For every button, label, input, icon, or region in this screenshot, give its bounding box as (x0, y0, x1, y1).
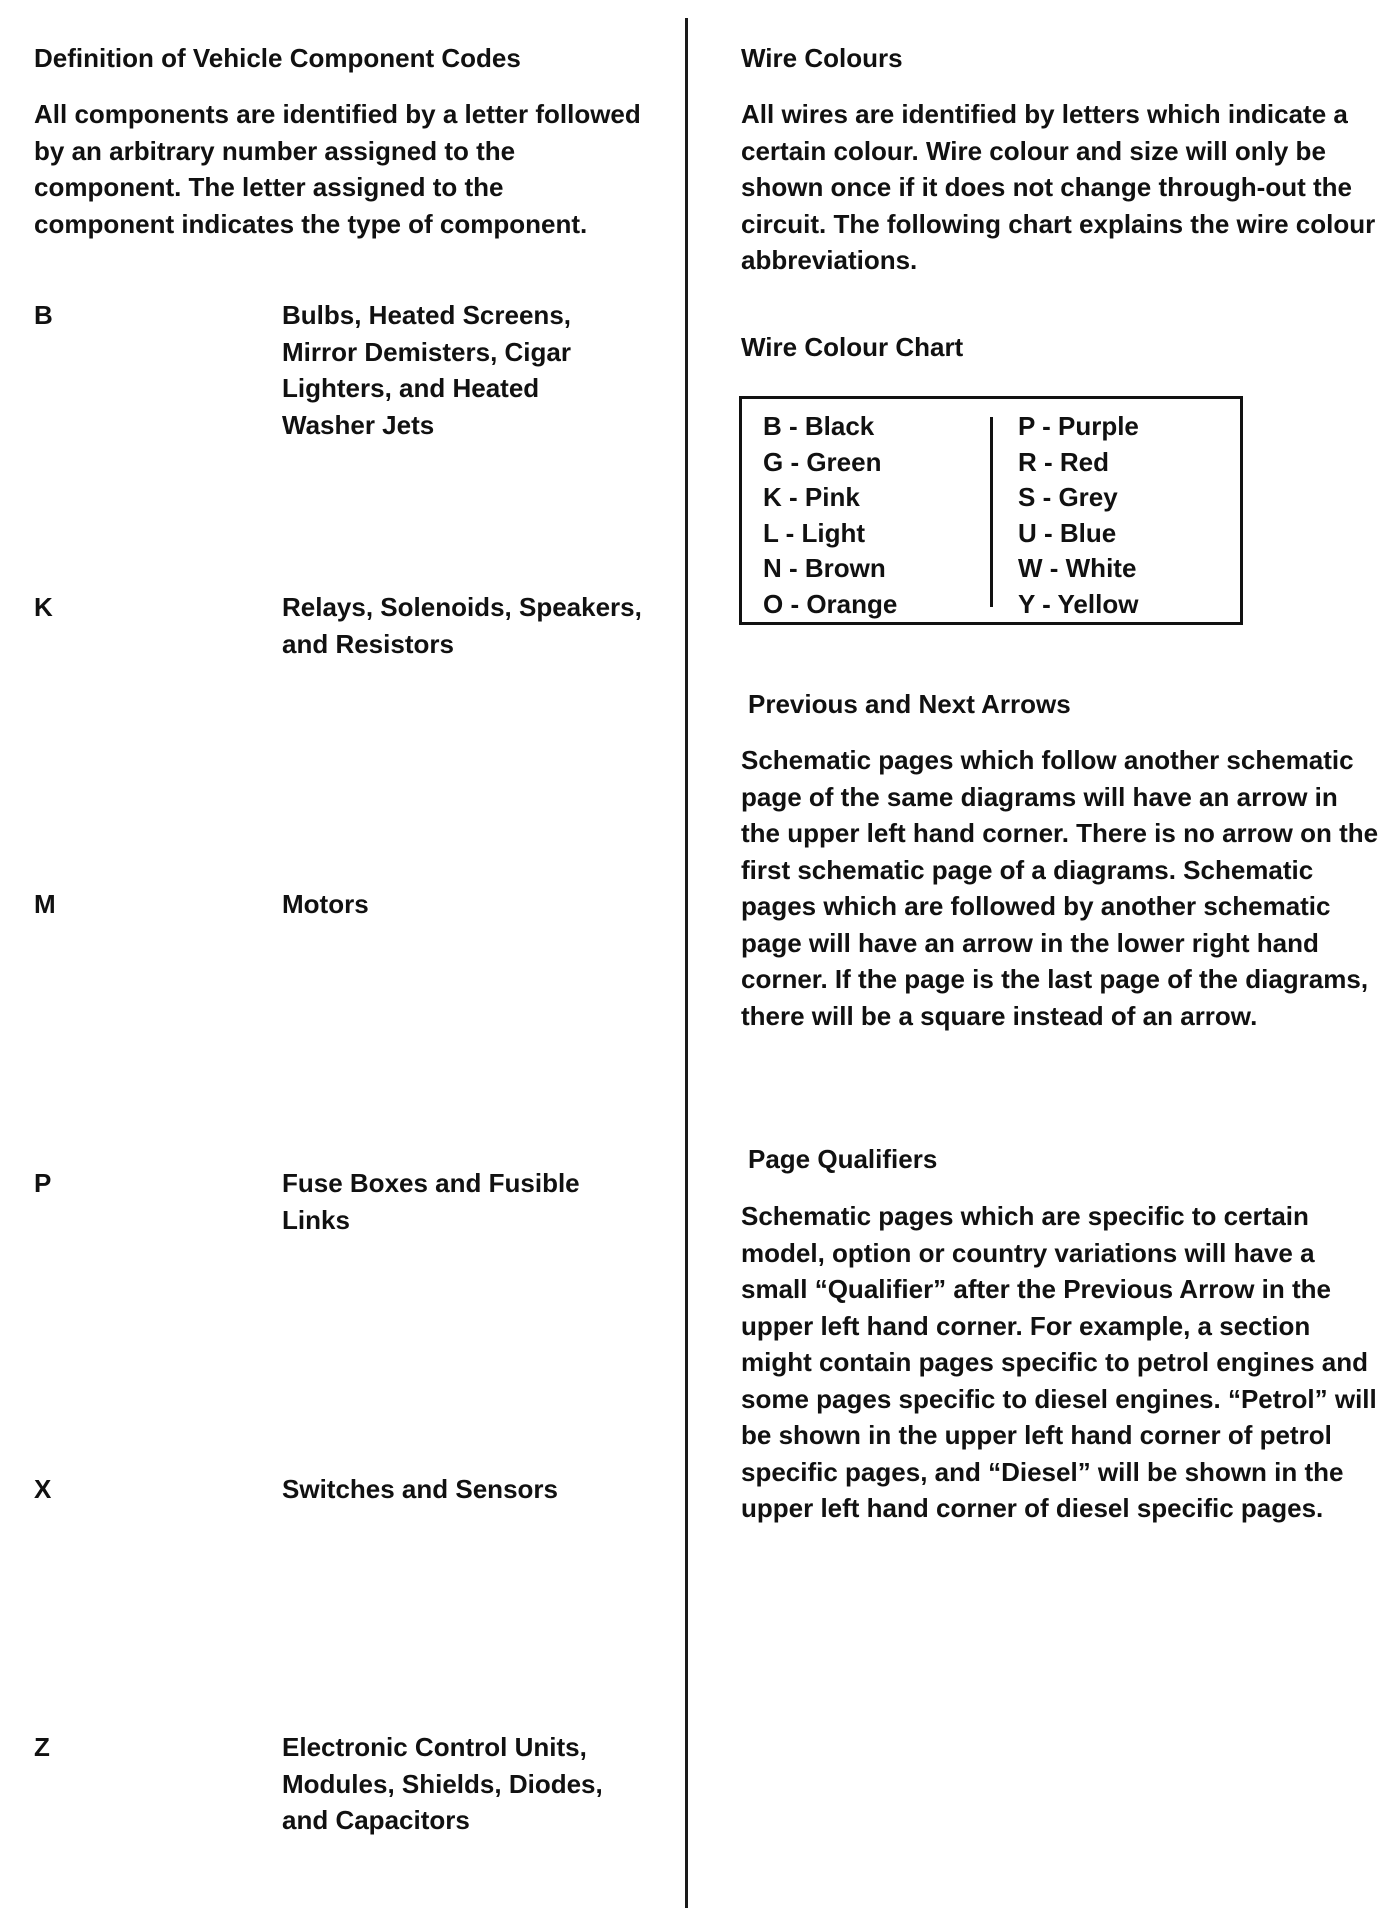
chart-entry: R - Red (1018, 446, 1109, 477)
code-letter: K (34, 592, 53, 622)
code-description: Bulbs, Heated Screens, Mirror Demisters, Cigar Lighters, and Heated Washer Jets (282, 300, 571, 440)
chart-entry: S - Grey (1018, 482, 1118, 512)
chart-column-left (763, 409, 897, 622)
chart-entry: Y - Yellow (1018, 588, 1139, 619)
chart-entry: U - Blue (1018, 517, 1117, 548)
code-letter: Z (34, 1732, 50, 1762)
chart-column-right (1018, 409, 1139, 622)
code-description: Electronic Control Units, Modules, Shields, Diodes, and Capacitors (282, 1732, 603, 1835)
wire-colours-text: All wires are identified by letters which indicate a certain colour. Wire colour and size will only be shown once if it does not change through-out the circuit. The following chart explains the wire colour abbreviations. (741, 99, 1376, 275)
code-letter: B (34, 300, 53, 330)
chart-entry: L - Light (763, 517, 866, 548)
code-description: Relays, Solenoids, Speakers, and Resistors (282, 592, 642, 659)
chart-entry: N - Brown (763, 553, 886, 583)
code-letter: X (34, 1474, 52, 1504)
wire-colours-title: Wire Colours (741, 43, 903, 73)
chart-entry: K - Pink (763, 482, 860, 512)
chart-entry: B - Black (763, 411, 875, 441)
qualifiers-title: Page Qualifiers (748, 1144, 938, 1174)
arrows-text: Schematic pages which follow another schematic page of the same diagrams will have an arrow in the upper left hand corner. There is no arrow on the first schematic page of a diagrams. Schematic pages which are followed by another schematic page will have an arrow in the lower right hand corner. If the page is the last page of the diagrams, there will be a square instead of an arrow. (741, 745, 1379, 1031)
qualifiers-text: Schematic pages which are specific to certain model, option or country variations will have a small “Qualifier” after the Previous Arrow in the upper left hand corner. For example, a section might contain pages specific to petrol engines and some pages specific to diesel engines. “Petrol” will be shown in the upper left hand corner of petrol specific pages, and “Diesel” will be shown in the upper left hand corner of diesel specific pages. (741, 1201, 1377, 1523)
chart-entry: P - Purple (1018, 411, 1139, 441)
code-description: Fuse Boxes and Fusible Links (282, 1168, 580, 1235)
chart-entry: W - White (1018, 553, 1137, 583)
code-letter: P (34, 1168, 52, 1198)
chart-entry: G - Green (763, 446, 882, 477)
column-divider (685, 18, 688, 1908)
code-description: Switches and Sensors (282, 1474, 558, 1504)
code-description: Motors (282, 889, 369, 919)
arrows-title: Previous and Next Arrows (748, 689, 1071, 719)
wire-colour-chart (739, 396, 1243, 625)
component-codes-title: Definition of Vehicle Component Codes (34, 43, 521, 73)
code-letter: M (34, 889, 56, 919)
wire-colour-chart-title: Wire Colour Chart (741, 332, 964, 362)
chart-column-separator (990, 417, 993, 607)
component-codes-intro: All components are identified by a letter followed by an arbitrary number assigned to the component. The letter assigned to the component indicates the type of component. (34, 99, 641, 239)
chart-entry: O - Orange (763, 588, 898, 619)
